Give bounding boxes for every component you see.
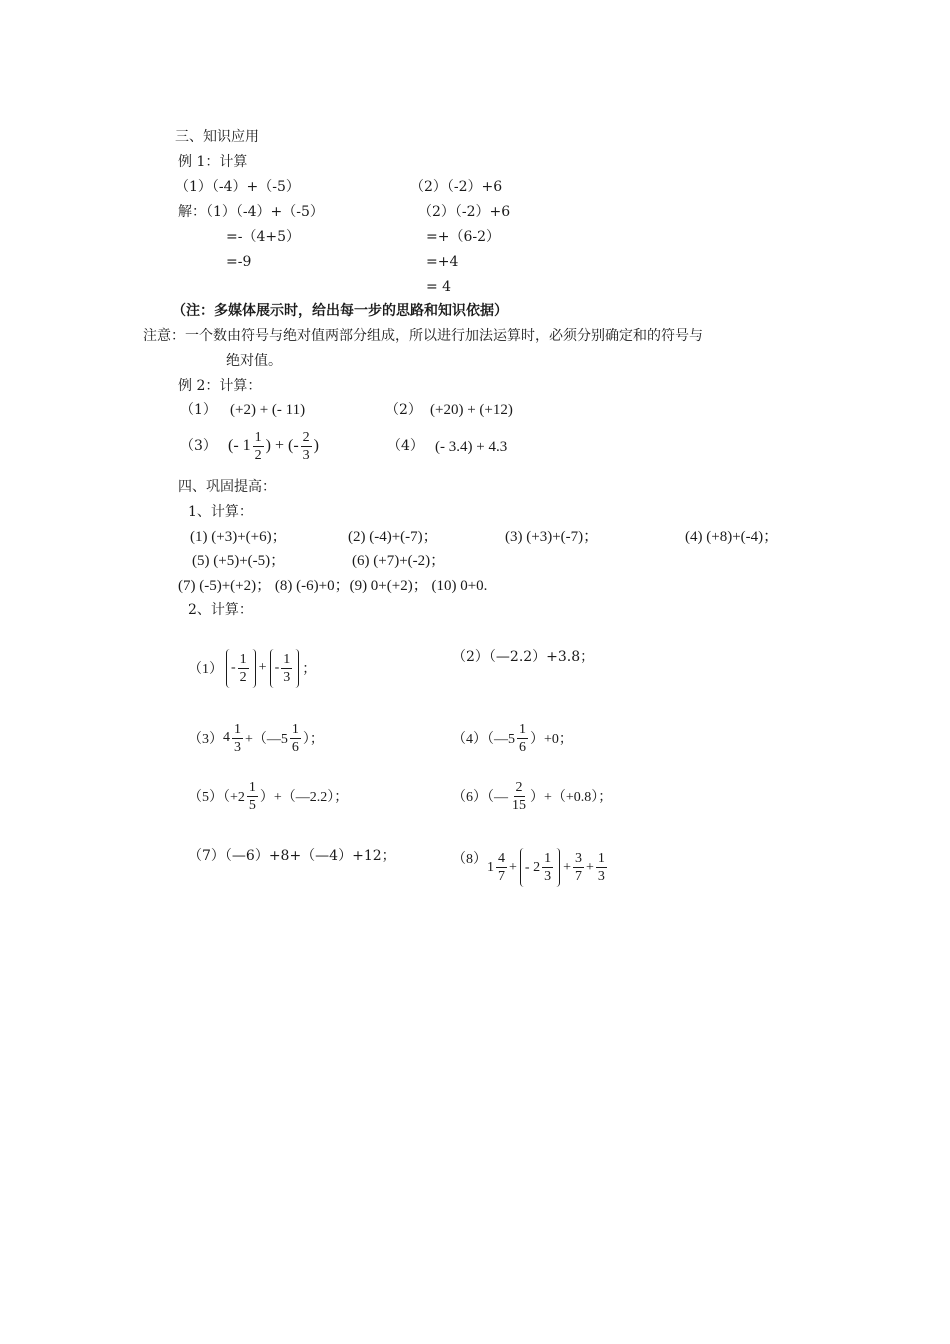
denominator: 6 <box>519 739 526 755</box>
numerator: 1 <box>597 851 605 866</box>
numerator: 1 <box>248 779 256 795</box>
practice-1-title: 1、计算： <box>188 504 253 520</box>
fraction <box>573 850 584 885</box>
item-label: （4）（—5 <box>452 732 515 747</box>
plus-sign: + <box>509 859 517 875</box>
solution-q2: （2）（-2）+6 <box>418 204 511 220</box>
item-label: （5）（+2 <box>188 790 245 805</box>
whole-number: 4 <box>223 730 230 745</box>
teacher-note: （注：多媒体展示时，给出每一步的思路和知识依据） <box>172 303 508 319</box>
practice-1-item-4: (4) (+8)+(-4)； <box>685 529 779 545</box>
minus-sign: - <box>274 660 280 675</box>
numerator: 2 <box>302 429 310 445</box>
fraction <box>596 850 607 885</box>
fraction <box>301 429 312 464</box>
practice-2-item-3 <box>188 718 324 758</box>
practice-2-item-4 <box>452 718 573 758</box>
denominator: 3 <box>234 739 241 755</box>
solution-2-step-2: =+4 <box>426 254 459 270</box>
negative-whole: - 2 <box>524 859 541 875</box>
practice-1-item-6: (6) (+7)+(-2)； <box>352 553 446 569</box>
example-2-expr-1: (+2) + (- 11) <box>230 402 306 418</box>
denominator: 3 <box>283 669 291 685</box>
numerator: 1 <box>519 721 526 737</box>
example-1-q2: （2）（-2）+6 <box>410 179 503 195</box>
numerator: 1 <box>291 721 299 737</box>
whole-number: 1 <box>487 859 494 875</box>
denominator: 6 <box>291 739 299 755</box>
plus-sign: + <box>585 859 594 875</box>
absolute-value <box>520 848 560 887</box>
example-1-q1: （1）（-4）+（-5） <box>175 179 300 195</box>
example-2-label-2: （2） <box>385 402 422 418</box>
practice-1-item-1: (1) (+3)+(+6)； <box>190 529 287 545</box>
fraction <box>542 850 553 885</box>
expr-8 <box>487 848 609 887</box>
expr-end: ）+（+0.8）； <box>530 790 613 805</box>
example-2-label-4: （4） <box>387 438 424 454</box>
expr-end: ）+（—2.2）； <box>259 790 349 805</box>
denominator: 2 <box>239 669 247 685</box>
denominator: 2 <box>254 447 262 463</box>
solution-1-step-1: =-（4+5） <box>226 229 301 245</box>
solution-2-step-1: =+（6-2） <box>426 229 501 245</box>
denominator: 3 <box>302 447 310 463</box>
numerator: 2 <box>515 779 523 795</box>
expr-3-part-c: ) <box>313 437 319 454</box>
denominator: 3 <box>597 869 605 884</box>
practice-1-item-5: (5) (+5)+(-5)； <box>192 553 286 569</box>
solution-2-step-3: = 4 <box>426 279 452 295</box>
denominator: 15 <box>512 797 526 813</box>
expr-3-part-a: (- 1 <box>228 437 251 454</box>
practice-2-item-7: （7）（—6）+8+（—4）+12； <box>188 848 396 864</box>
fraction <box>496 850 507 885</box>
fraction <box>232 721 243 756</box>
fraction <box>247 779 258 814</box>
numerator: 1 <box>544 851 552 866</box>
numerator: 1 <box>283 651 291 667</box>
expr-end: ）； <box>302 732 324 747</box>
fraction <box>281 651 292 686</box>
practice-1-item-3: (3) (+3)+(-7)； <box>505 529 599 545</box>
practice-2-item-5 <box>188 776 348 816</box>
practice-2-title: 2、计算： <box>188 602 253 618</box>
fraction <box>510 779 528 814</box>
denominator: 7 <box>498 869 505 884</box>
example-2-label-1: （1） <box>180 402 217 418</box>
section-heading-3: 三、知识应用 <box>175 129 259 145</box>
item-label: （1） <box>188 662 223 677</box>
practice-2-item-2: （2）（—2.2）+3.8； <box>452 649 595 665</box>
attention-line-2: 绝对值。 <box>226 353 282 369</box>
fraction <box>290 721 301 756</box>
section-heading-4: 四、巩固提高： <box>178 479 276 495</box>
plus-sign: + <box>258 660 267 675</box>
denominator: 7 <box>574 869 582 884</box>
expr-3-part-b: ) + (- <box>265 437 299 454</box>
item-label: （6）（— <box>452 790 508 805</box>
denominator: 3 <box>544 869 552 884</box>
item-label: （8） <box>452 852 487 867</box>
numerator: 1 <box>254 429 262 445</box>
denominator: 5 <box>248 797 256 813</box>
example-2-title: 例 2：计算： <box>178 378 262 394</box>
example-2-label-3: （3） <box>180 438 217 454</box>
practice-2-item-6 <box>452 776 612 816</box>
example-2-expr-3 <box>228 426 319 466</box>
expr-end: ）+0； <box>530 732 573 747</box>
expr-middle: +（—5 <box>245 732 288 747</box>
absolute-value <box>270 649 300 688</box>
numerator: 4 <box>498 851 505 866</box>
practice-2-item-1 <box>188 645 316 691</box>
minus-sign: - <box>231 660 236 675</box>
practice-1-row-3: (7) (-5)+(+2)； (8) (-6)+0；(9) 0+(+2)； (10) 0+0. <box>178 578 488 594</box>
numerator: 1 <box>239 651 247 667</box>
fraction <box>517 721 528 756</box>
practice-1-item-2: (2) (-4)+(-7)； <box>348 529 438 545</box>
example-2-expr-2: (+20) + (+12) <box>430 402 513 418</box>
plus-sign: + <box>563 859 571 875</box>
fraction <box>253 429 264 464</box>
solution-1-step-2: =-9 <box>226 254 252 270</box>
solution-label: 解：（1）（-4）+（-5） <box>178 204 324 220</box>
example-1-title: 例 1：计算 <box>178 154 248 170</box>
numerator: 1 <box>234 721 241 737</box>
semicolon: ； <box>302 662 317 677</box>
practice-2-item-8 <box>452 846 609 890</box>
absolute-value <box>226 649 256 688</box>
fraction <box>238 651 249 686</box>
item-label: （3） <box>188 732 223 747</box>
example-2-expr-4: (- 3.4) + 4.3 <box>435 439 508 455</box>
attention-line-1: 注意：一个数由符号与绝对值两部分组成，所以进行加法运算时，必须分别确定和的符号与 <box>143 328 703 344</box>
numerator: 3 <box>574 851 582 866</box>
